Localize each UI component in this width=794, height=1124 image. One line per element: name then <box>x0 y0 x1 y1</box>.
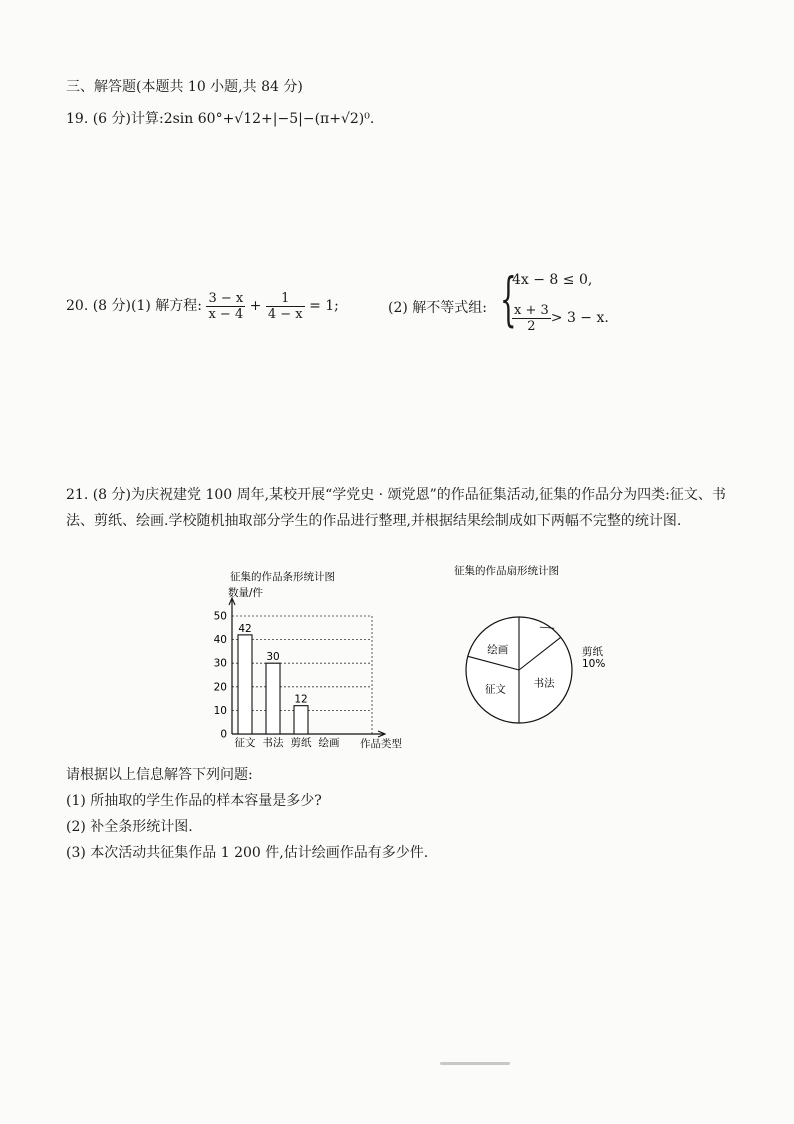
pie-chart-title: 征集的作品扇形统计图 <box>454 565 559 577</box>
bar-征文 <box>238 635 252 734</box>
category-label-剪纸: 剪纸 <box>290 737 312 749</box>
bar-剪纸 <box>294 706 308 734</box>
pie-label-征文: 征文 <box>484 683 506 696</box>
q21-sub2: (2) 补全条形统计图. <box>66 819 193 835</box>
question-20 <box>66 286 339 326</box>
q20-frac2-numerator: 1 <box>266 291 305 307</box>
bar-chart-ylabel: 数量/件 <box>228 587 264 599</box>
bar-书法 <box>266 663 280 734</box>
section-header: 三、解答题(本题共 10 小题,共 84 分) <box>66 79 303 95</box>
pie-chart-slices <box>466 617 572 723</box>
bar-chart <box>200 560 430 755</box>
bar-value-label-征文: 42 <box>238 622 252 635</box>
inequality-brace: { <box>500 265 517 333</box>
category-label-绘画: 绘画 <box>318 737 340 749</box>
q20-fraction-2 <box>266 291 305 322</box>
pie-percent-剪纸: 10% <box>582 658 606 670</box>
q21-sub3: (3) 本次活动共征集作品 1 200 件,估计绘画作品有多少件. <box>66 845 429 861</box>
scan-smudge <box>440 1062 510 1065</box>
y-tick-30: 30 <box>213 657 227 670</box>
q20-prefix: 20. (8 分)(1) 解方程: <box>66 298 202 314</box>
q20-ineq2-denominator: 2 <box>527 318 536 334</box>
q20-ineq2-fraction <box>512 303 551 334</box>
pie-chart <box>440 558 620 738</box>
q20-frac1-numerator: 3 − x <box>208 290 244 306</box>
bar-value-label-剪纸: 12 <box>294 693 308 706</box>
q21-sub1: (1) 所抽取的学生作品的样本容量是多少? <box>66 793 322 809</box>
q20-frac1-denominator: x − 4 <box>208 306 244 322</box>
pie-label-绘画: 绘画 <box>487 643 509 656</box>
q20-ineq2-rhs: > 3 − x. <box>550 310 609 326</box>
y-tick-0: 0 <box>220 728 227 741</box>
q20-inequality-2 <box>512 300 609 336</box>
y-tick-40: 40 <box>213 634 227 647</box>
q20-frac2-denominator: 4 − x <box>267 306 303 322</box>
pie-label-书法: 书法 <box>533 677 555 690</box>
q19-prefix: 19. (6 分)计算: <box>66 111 164 127</box>
bar-chart-category-labels <box>235 736 340 749</box>
category-label-书法: 书法 <box>262 737 284 749</box>
y-tick-20: 20 <box>213 681 227 694</box>
q20-part2-label: (2) 解不等式组: <box>388 300 487 316</box>
category-label-征文: 征文 <box>234 737 256 749</box>
q20-rhs: = 1; <box>309 298 339 314</box>
question-19 <box>66 108 374 128</box>
q20-plus: + <box>249 298 262 314</box>
y-tick-50: 50 <box>213 610 227 623</box>
q20-fraction-1 <box>206 291 245 322</box>
bar-chart-xlabel: 作品类型 <box>360 738 402 750</box>
question-21-intro: 21. (8 分)为庆祝建党 100 周年,某校开展“学党史 · 颂党恩”的作品征集活动,征集的作品分为四类:征文、书法、剪纸、绘画.学校随机抽取部分学生的作品进行整理,并根据结果绘制成如下两幅不完整的统计图. <box>66 487 726 529</box>
bar-chart-y-ticks <box>214 611 227 741</box>
q21-prompt: 请根据以上信息解答下列问题: <box>66 767 253 783</box>
bar-value-label-书法: 30 <box>266 651 280 664</box>
q20-inequality-1: 4x − 8 ≤ 0, <box>512 272 593 288</box>
q20-ineq2-numerator: x + 3 <box>514 302 549 318</box>
bar-chart-title: 征集的作品条形统计图 <box>230 571 335 583</box>
y-tick-10: 10 <box>213 704 227 717</box>
q19-expression: 2sin 60°+√12+|−5|−(π+√2)⁰. <box>163 111 375 127</box>
pie-label-剪纸: 剪纸 <box>582 646 603 658</box>
